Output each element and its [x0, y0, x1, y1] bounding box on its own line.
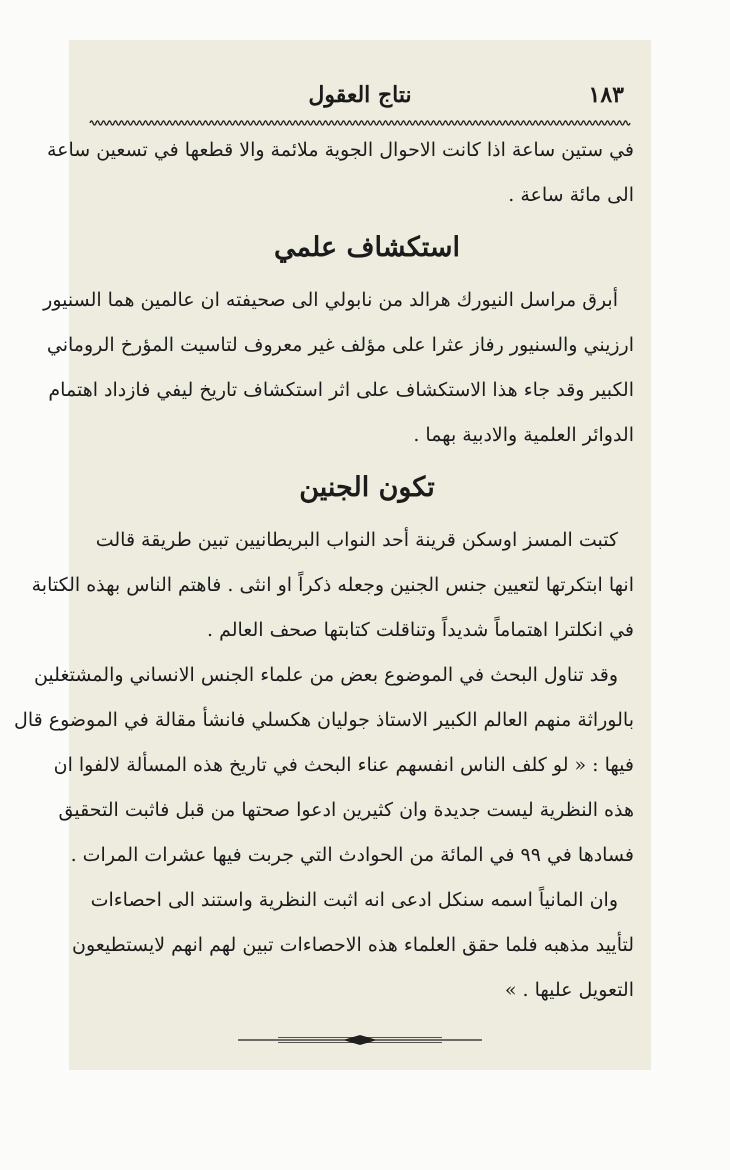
text-line: الدوائر العلمية والادبية بهما . — [413, 424, 634, 446]
text-line: وان المانياً اسمه سنكل ادعى انه اثبت النظرية واستند الى احصاءات — [90, 889, 618, 911]
text-line: هذه النظرية ليست جديدة وان كثيرين ادعوا صحتها من قبل فاثبت التحقيق — [58, 799, 634, 821]
running-head: نتاج العقول — [308, 82, 412, 108]
page-header — [96, 82, 624, 118]
body-text — [14, 128, 634, 1013]
text-line: لتأييد مذهبه فلما حقق العلماء هذه الاحصاءات تبين لهم انهم لايستطيعون — [72, 934, 634, 956]
section-heading: استكشاف علمي — [273, 232, 461, 263]
text-line: في انكلترا اهتماماً شديداً وتناقلت كتابتها صحف العالم . — [207, 619, 634, 641]
text-line: ارزيني والسنيور رفاز عثرا على مؤلف غير معروف لتاسيت المؤرخ الروماني — [46, 334, 634, 356]
text-line: فسادها في ٩٩ في المائة من الحوادث التي جربت فيها عشرات المرات . — [70, 844, 634, 866]
text-line: فيها : « لو كلف الناس انفسهم عناء البحث في تاريخ هذه المسألة لالفوا ان — [53, 754, 634, 776]
text-line: الى مائة ساعة . — [508, 184, 634, 206]
section-heading: تكون الجنين — [299, 472, 435, 503]
text-line: في ستين ساعة اذا كانت الاحوال الجوية ملائمة والا قطعها في تسعين ساعة — [46, 139, 634, 161]
page-number: ١٨٣ — [588, 82, 624, 108]
text-line: التعويل عليها . » — [504, 979, 634, 1001]
text-line: بالوراثة منهم العالم الكبير الاستاذ جوليان هكسلي فانشأ مقالة في الموضوع قال — [14, 709, 634, 731]
end-ornament — [238, 1034, 482, 1046]
header-wavy-rule — [90, 118, 627, 128]
text-line: انها ابتكرتها لتعيين جنس الجنين وجعله ذكراً او انثى . فاهتم الناس بهذه الكتابة — [31, 574, 634, 596]
text-line: كتبت المسز اوسكن قرينة أحد النواب البريطانيين تبين طريقة قالت — [95, 529, 618, 551]
text-line: الكبير وقد جاء هذا الاستكشاف على اثر استكشاف تاريخ ليفي فازداد اهتمام — [48, 379, 634, 401]
text-line: أبرق مراسل النيورك هرالد من نابولي الى صحيفته ان عالمين هما السنيور — [43, 289, 618, 311]
text-line: وقد تناول البحث في الموضوع بعض من علماء الجنس الانساني والمشتغلين — [33, 664, 618, 686]
